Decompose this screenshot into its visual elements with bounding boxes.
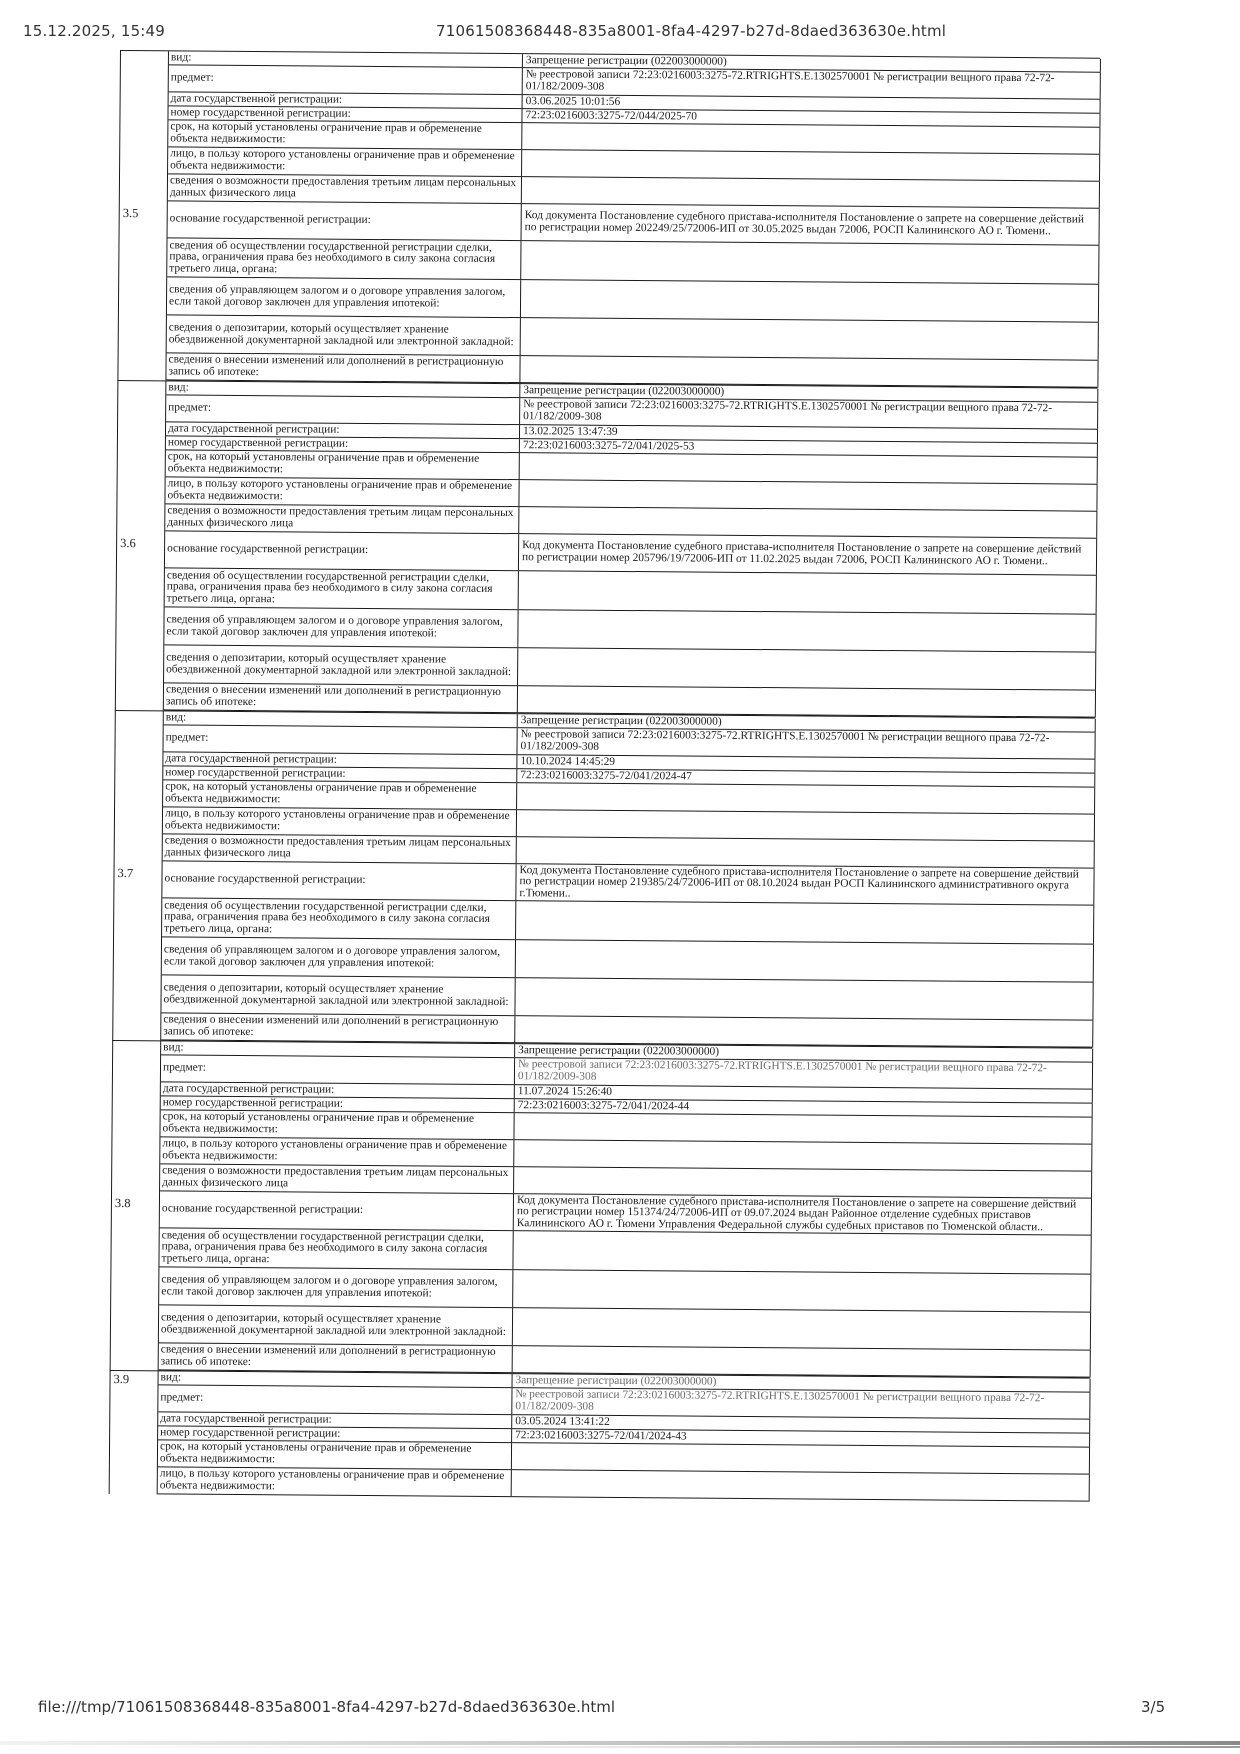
section-rows bbox=[157, 1371, 1091, 1501]
field-value-text: № реестровой записи 72:23:0216003:3275-72.RTRIGHTS.E.1302570001 № регистрации вещного права 72-72-01/182/2009-308 bbox=[517, 1058, 1047, 1083]
field-label bbox=[163, 780, 517, 809]
field-label bbox=[160, 1164, 514, 1193]
field-value bbox=[514, 1140, 1092, 1171]
field-label bbox=[163, 725, 517, 754]
field-value bbox=[515, 1058, 1093, 1089]
field-label bbox=[161, 1013, 515, 1042]
field-value bbox=[518, 686, 1096, 717]
field-value bbox=[522, 123, 1100, 154]
field-label bbox=[165, 504, 519, 533]
field-label bbox=[159, 1267, 513, 1307]
field-value-text: 72:23:0216003:3275-72/041/2025-53 bbox=[522, 438, 695, 453]
field-label-text: сведения о депозитарии, который осуществляет хранение обездвиженной документарной закладной или электронной закладной: bbox=[163, 981, 509, 1008]
field-label-text: сведения об осуществлении государственной регистрации сделки, права, ограничения права без необходимого в силу закона согласия третьего лица, органа: bbox=[169, 239, 496, 276]
field-value bbox=[517, 728, 1095, 759]
field-label-text: дата государственной регистрации: bbox=[165, 752, 337, 766]
field-value bbox=[519, 571, 1097, 614]
field-label bbox=[166, 395, 520, 424]
field-value bbox=[517, 837, 1095, 868]
section-3-8 bbox=[110, 1040, 1093, 1378]
field-label bbox=[161, 1055, 515, 1084]
section-3-7 bbox=[112, 710, 1095, 1048]
field-label bbox=[158, 1426, 512, 1442]
print-title: 71061508368448-835a8001-8fa4-4297-b27d-8daed363630e.html bbox=[436, 22, 947, 40]
field-value-text: Код документа Постановление судебного пристава-исполнителя Постановление о запрете на совершение действий по регистрации номер 205796/19/72006-ИП от 11.02.2025 выдан 72006, РОСП Калининского АО г. Тюмени.. bbox=[521, 539, 1082, 568]
field-label-text: номер государственной регистрации: bbox=[167, 436, 349, 450]
field-label-text: лицо, в пользу которого установлены ограничение прав и обременение объекта недвижимости: bbox=[159, 1467, 505, 1493]
field-value bbox=[521, 280, 1099, 322]
field-label bbox=[158, 1440, 512, 1469]
section-3-9 bbox=[109, 1370, 1090, 1502]
field-label-text: сведения о депозитарии, который осуществляет хранение обездвиженной документарной закладной или электронной закладной: bbox=[168, 321, 514, 348]
field-label-text: срок, на который установлены ограничение прав и обременение объекта недвижимости: bbox=[162, 1110, 475, 1136]
field-label-text: лицо, в пользу которого установлены ограничение прав и обременение объекта недвижимости: bbox=[164, 807, 510, 833]
field-label bbox=[161, 1041, 515, 1057]
field-label-text: предмет: bbox=[165, 731, 209, 744]
field-value bbox=[514, 1113, 1092, 1144]
field-label-text: основание государственной регистрации: bbox=[164, 872, 366, 887]
field-label-text: вид: bbox=[163, 1041, 184, 1054]
field-value bbox=[519, 534, 1097, 575]
field-label-text: сведения о возможности предоставления третьим лицам персональных данных физического лица bbox=[164, 834, 511, 860]
field-label bbox=[166, 436, 520, 452]
field-label-text: предмет: bbox=[170, 71, 214, 84]
field-value bbox=[516, 864, 1094, 905]
field-label-text: основание государственной регистрации: bbox=[167, 542, 369, 557]
print-page-number: 3/5 bbox=[1141, 1698, 1166, 1716]
field-label bbox=[167, 315, 521, 355]
field-label-text: сведения о возможности предоставления третьим лицам персональных данных физического лица bbox=[167, 504, 514, 530]
field-label bbox=[166, 353, 520, 382]
field-label bbox=[168, 147, 522, 176]
field-label-text: сведения о внесении изменений или дополнений в регистрационную запись об ипотеке: bbox=[163, 1013, 499, 1039]
field-label bbox=[162, 937, 516, 977]
field-value bbox=[518, 610, 1096, 652]
field-label-text: сведения об осуществлении государственной регистрации сделки, права, ограничения права без необходимого в силу закона согласия третьего лица, органа: bbox=[166, 568, 493, 606]
field-label bbox=[166, 422, 520, 438]
field-value-text: Запрещение регистрации (022003000000) bbox=[515, 1373, 717, 1388]
field-value bbox=[512, 1470, 1090, 1501]
field-label bbox=[162, 898, 516, 939]
field-value bbox=[513, 1270, 1091, 1312]
field-value bbox=[519, 507, 1097, 538]
section-rows bbox=[158, 1041, 1094, 1377]
field-label-text: сведения о возможности предоставления третьим лицам персональных данных физического лица bbox=[162, 1164, 509, 1190]
field-label-text: вид: bbox=[168, 381, 189, 394]
field-label bbox=[164, 683, 518, 712]
field-label-text: вид: bbox=[170, 51, 192, 64]
field-label-text: сведения об осуществлении государственной регистрации сделки, права, ограничения права без необходимого в силу закона согласия третьего лица, органа: bbox=[161, 1228, 488, 1266]
field-value bbox=[520, 356, 1098, 387]
field-value-text: 03.05.2024 13:41:22 bbox=[515, 1414, 610, 1428]
field-label-text: срок, на который установлены ограничение прав и обременение объекта недвижимости: bbox=[165, 780, 477, 806]
field-label-text: сведения об управляющем залогом и о договоре управления залогом, если такой договор заключен для управления ипотекой: bbox=[166, 613, 503, 640]
field-label-text: сведения о внесении изменений или дополнений в регистрационную запись об ипотеке: bbox=[160, 1343, 496, 1369]
field-value-text: 72:23:0216003:3275-72/041/2024-47 bbox=[520, 768, 692, 783]
field-value bbox=[520, 398, 1098, 429]
field-label bbox=[162, 861, 516, 900]
field-label-text: номер государственной регистрации: bbox=[160, 1426, 341, 1440]
section-number: 3.9 bbox=[113, 1371, 130, 1387]
field-label bbox=[166, 450, 520, 479]
field-label-text: сведения о депозитарии, который осуществляет хранение обездвиженной документарной закладной или электронной закладной: bbox=[166, 651, 512, 678]
section-rows bbox=[160, 711, 1096, 1047]
field-label bbox=[160, 1110, 514, 1139]
field-value bbox=[513, 1346, 1091, 1377]
field-value-text: 11.07.2024 15:26:40 bbox=[517, 1084, 613, 1098]
field-label-text: основание государственной регистрации: bbox=[161, 1202, 364, 1217]
field-label bbox=[159, 1228, 513, 1269]
field-label-text: лицо, в пользу которого установлены ограничение прав и обременение объекта недвижимости: bbox=[167, 477, 513, 503]
field-label bbox=[161, 1082, 515, 1098]
field-value-text: № реестровой записи 72:23:0216003:3275-72.RTRIGHTS.E.1302570001 № регистрации вещного права 72-72-01/182/2009-308 bbox=[525, 68, 1055, 93]
field-label-text: номер государственной регистрации: bbox=[165, 766, 346, 780]
field-label-text: предмет: bbox=[168, 401, 212, 414]
section-rows bbox=[165, 51, 1101, 387]
section-3-6 bbox=[115, 380, 1098, 718]
field-label bbox=[164, 711, 518, 727]
field-label-text: дата государственной регистрации: bbox=[167, 422, 340, 436]
field-label-text: дата государственной регистрации: bbox=[160, 1412, 332, 1426]
field-value-text: 72:23:0216003:3275-72/044/2025-70 bbox=[525, 108, 698, 123]
field-value bbox=[519, 480, 1097, 511]
field-label bbox=[163, 834, 517, 863]
field-label-text: сведения о внесении изменений или дополнений в регистрационную запись об ипотеке: bbox=[165, 683, 501, 709]
field-label-text: сведения о внесении изменений или дополнений в регистрационную запись об ипотеке: bbox=[168, 353, 504, 379]
field-label bbox=[165, 477, 519, 506]
field-label bbox=[158, 1385, 512, 1414]
field-value bbox=[514, 1167, 1092, 1198]
field-value bbox=[515, 1016, 1093, 1047]
field-label bbox=[164, 645, 518, 685]
field-label bbox=[158, 1412, 512, 1428]
field-value bbox=[521, 241, 1099, 284]
field-value bbox=[516, 940, 1094, 982]
field-value bbox=[514, 1194, 1092, 1235]
field-label bbox=[163, 752, 517, 768]
field-value bbox=[517, 783, 1095, 814]
field-label bbox=[163, 766, 517, 782]
field-label bbox=[160, 1191, 514, 1230]
field-label bbox=[165, 568, 519, 609]
field-label-text: номер государственной регистрации: bbox=[170, 106, 351, 120]
field-label bbox=[169, 65, 523, 94]
field-value bbox=[521, 318, 1099, 360]
field-label bbox=[164, 607, 518, 647]
field-label bbox=[161, 1096, 515, 1112]
field-label bbox=[159, 1371, 513, 1387]
field-label-text: дата государственной регистрации: bbox=[170, 92, 343, 106]
field-label-text: сведения о возможности предоставления третьим лицам персональных данных физического лица bbox=[169, 174, 517, 200]
field-value-text: № реестровой записи 72:23:0216003:3275-72.RTRIGHTS.E.1302570001 № регистрации вещного права 72-72-01/182/2009-308 bbox=[523, 398, 1053, 423]
section-number: 3.5 bbox=[122, 206, 139, 221]
field-label-text: предмет: bbox=[160, 1391, 204, 1404]
field-label bbox=[161, 975, 515, 1015]
field-value bbox=[522, 177, 1100, 208]
field-value-text: № реестровой записи 72:23:0216003:3275-72.RTRIGHTS.E.1302570001 № регистрации вещного права 72-72-01/182/2009-308 bbox=[515, 1388, 1045, 1413]
field-label bbox=[168, 174, 522, 203]
field-label bbox=[168, 120, 522, 149]
field-value bbox=[513, 1308, 1091, 1350]
field-value-text: Запрещение регистрации (022003000000) bbox=[518, 1043, 720, 1058]
field-label-text: срок, на который установлены ограничение прав и обременение объекта недвижимости: bbox=[167, 450, 480, 476]
field-label-text: сведения об осуществлении государственной регистрации сделки, права, ограничения права без необходимого в силу закона согласия третьего лица, органа: bbox=[164, 898, 490, 936]
scan-edge-shadow bbox=[0, 1741, 1240, 1745]
field-value bbox=[513, 1231, 1091, 1274]
field-value-text: 10.10.2024 14:45:29 bbox=[520, 754, 616, 768]
field-value-text: Код документа Постановление судебного пристава-исполнителя Постановление о запрете на совершение действий по регистрации номер 151374/24/72006-ИП от 09.07.2024 выдан Районное отделение судебных приставов Калининского АО г. Тюмени Управления Федеральной службы судебных приставов по Тюменской области.. bbox=[516, 1193, 1077, 1234]
field-label-text: сведения об управляющем залогом и о договоре управления залогом, если такой договор заключен для управления ипотекой: bbox=[163, 943, 501, 969]
field-label bbox=[169, 51, 523, 67]
section-3-5 bbox=[117, 50, 1100, 388]
section-rows bbox=[163, 381, 1099, 717]
field-label bbox=[158, 1467, 512, 1496]
field-label bbox=[168, 201, 522, 240]
print-file-path: file:///tmp/71061508368448-835a8001-8fa4-4297-b27d-8daed363630e.html bbox=[38, 1698, 616, 1716]
field-value-text: Запрещение регистрации (022003000000) bbox=[523, 383, 725, 398]
field-label-text: вид: bbox=[160, 1371, 182, 1384]
section-number: 3.6 bbox=[120, 536, 136, 551]
field-label-text: основание государственной регистрации: bbox=[169, 212, 371, 227]
field-label-text: дата государственной регистрации: bbox=[162, 1082, 335, 1096]
field-value bbox=[515, 978, 1093, 1020]
field-value bbox=[523, 68, 1101, 99]
field-label-text: сведения о депозитарии, который осуществляет хранение обездвиженной документарной закладной или электронной закладной: bbox=[160, 1311, 506, 1338]
field-label-text: предмет: bbox=[162, 1061, 206, 1074]
print-datetime: 15.12.2025, 15:49 bbox=[23, 22, 166, 40]
field-value bbox=[522, 150, 1100, 181]
field-label-text: лицо, в пользу которого установлены ограничение прав и обременение объекта недвижимости: bbox=[170, 147, 515, 173]
field-value-text: 03.06.2025 10:01:56 bbox=[525, 94, 621, 108]
section-number: 3.7 bbox=[117, 866, 134, 881]
field-value bbox=[512, 1388, 1090, 1419]
field-label-text: вид: bbox=[165, 711, 187, 724]
field-value-text: 72:23:0216003:3275-72/041/2024-43 bbox=[515, 1428, 687, 1443]
field-value-text: Запрещение регистрации (022003000000) bbox=[525, 53, 727, 68]
field-label bbox=[169, 92, 523, 108]
field-label-text: сведения об управляющем залогом и о договоре управления залогом, если такой договор заключен для управления ипотекой: bbox=[168, 283, 506, 310]
field-label-text: лицо, в пользу которого установлены ограничение прав и обременение объекта недвижимости: bbox=[162, 1137, 508, 1163]
field-label-text: сведения об управляющем залогом и о договоре управления залогом, если такой договор заключен для управления ипотекой: bbox=[161, 1273, 498, 1299]
field-value bbox=[522, 204, 1100, 245]
field-label bbox=[167, 277, 521, 317]
section-number: 3.8 bbox=[114, 1195, 131, 1211]
field-label bbox=[167, 238, 521, 279]
field-label bbox=[160, 1137, 514, 1166]
field-value-text: Запрещение регистрации (022003000000) bbox=[520, 713, 722, 728]
field-label bbox=[166, 381, 520, 397]
field-label bbox=[159, 1343, 513, 1372]
field-label bbox=[165, 531, 519, 570]
field-value-text: № реестровой записи 72:23:0216003:3275-72.RTRIGHTS.E.1302570001 № регистрации вещного права 72-72-01/182/2009-308 bbox=[520, 728, 1050, 753]
field-value bbox=[516, 901, 1094, 944]
field-value bbox=[512, 1443, 1090, 1474]
field-value-text: Код документа Постановление судебного пристава-исполнителя Постановление о запрете на совершение действий по регистрации номер 202249/25/72006-ИП от 30.05.2025 выдан 72006, РОСП Калининского АО г. Тюмени.. bbox=[524, 209, 1085, 238]
field-label bbox=[168, 106, 522, 122]
field-label-text: срок, на который установлены ограничение прав и обременение объекта недвижимости: bbox=[159, 1440, 472, 1466]
field-value bbox=[517, 810, 1095, 841]
field-value-text: Код документа Постановление судебного пристава-исполнителя Постановление о запрете на совершение действий по регистрации номер 219385/24/72006-ИП от 08.10.2024 выдан РОСП Калининского административного округа г.Тюмени.. bbox=[519, 863, 1079, 900]
field-value bbox=[520, 453, 1098, 484]
field-value bbox=[518, 648, 1096, 690]
scan-edge-shadow-2 bbox=[0, 1746, 1240, 1748]
field-label bbox=[159, 1305, 513, 1345]
encumbrance-table bbox=[109, 50, 1110, 1502]
field-label-text: срок, на который установлены ограничение прав и обременение объекта недвижимости: bbox=[170, 120, 482, 146]
field-label-text: номер государственной регистрации: bbox=[162, 1096, 344, 1110]
field-label bbox=[163, 807, 517, 836]
field-value-text: 13.02.2025 13:47:39 bbox=[522, 424, 618, 438]
field-value-text: 72:23:0216003:3275-72/041/2024-44 bbox=[517, 1098, 690, 1113]
scanned-document bbox=[109, 50, 1110, 1502]
